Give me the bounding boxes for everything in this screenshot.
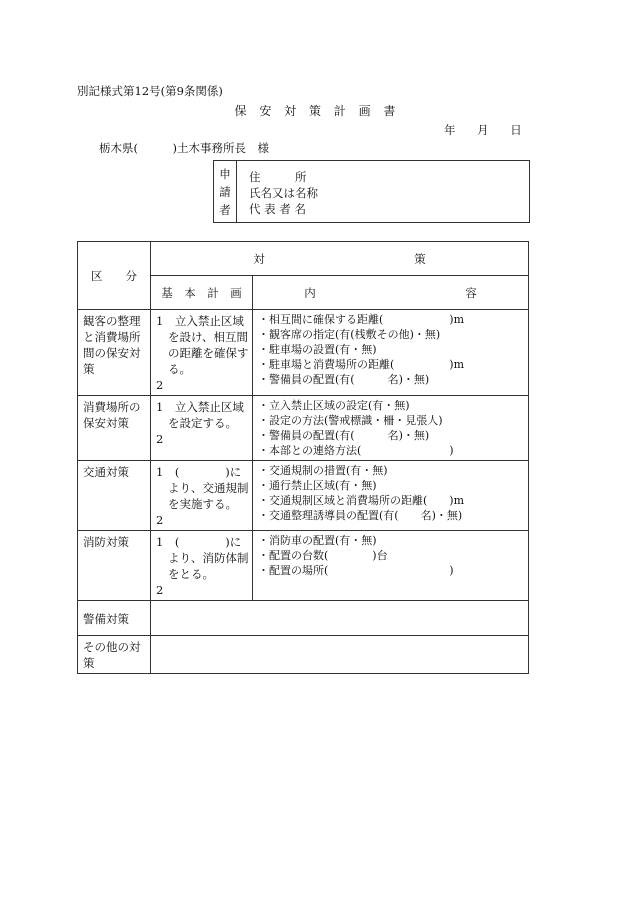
row-plan <box>151 461 253 531</box>
content-line: ・駐車場の設置(有・無) <box>258 343 377 356</box>
plan-line: 2 <box>156 583 164 597</box>
plan-line: 1 ( )に <box>156 535 242 549</box>
plan-line: 2 <box>156 378 164 392</box>
content-line: ・交通整理誘導員の配置(有( 名)・無) <box>258 509 463 522</box>
content-line: ・配置の台数( )台 <box>258 549 388 562</box>
content-line: ・交通規制区域と消費場所の距離( )m <box>258 494 465 507</box>
header-plan: 基 本 計 画 <box>151 276 253 310</box>
header-content: 内 容 <box>253 276 529 310</box>
document-title: 保 安 対 策 計 画 書 <box>234 104 396 118</box>
table-row <box>78 531 529 601</box>
applicant-label <box>214 161 237 222</box>
row-plan <box>151 396 253 461</box>
addressee-line: 栃木県( )土木事務所長 様 <box>99 141 269 155</box>
content-line: ・観客席の指定(有(桟敷その他)・無) <box>258 328 441 341</box>
applicant-fields <box>249 169 318 217</box>
content-line: ・通行禁止区域(有・無) <box>258 479 377 492</box>
plan-line: 1 立入禁止区域 <box>156 400 244 414</box>
content-line: ・相互間に確保する距離( )m <box>258 313 465 326</box>
row-content <box>253 531 529 601</box>
plan-line: 1 立入禁止区域 <box>156 314 244 328</box>
plan-line: る。 <box>168 362 191 376</box>
row-category: 警備対策 <box>78 601 151 636</box>
table-row <box>78 396 529 461</box>
plan-line: の距離を確保す <box>168 346 249 360</box>
row-category: 観客の整理と消費場所間の保安対策 <box>78 310 151 396</box>
form-number: 別記様式第12号(第9条関係) <box>77 84 223 98</box>
row-content <box>253 461 529 531</box>
applicant-label-char: 申 <box>219 167 231 181</box>
row-category: 交通対策 <box>78 461 151 531</box>
plan-line: をとる。 <box>168 567 214 581</box>
content-line: ・駐車場と消費場所の距離( )m <box>258 358 465 371</box>
applicant-address-label: 住 所 <box>249 170 307 184</box>
row-category: その他の対策 <box>78 636 151 674</box>
table-row <box>78 310 529 396</box>
row-category: 消費場所の保安対策 <box>78 396 151 461</box>
content-line: ・設定の方法(警戒標識・柵・見張人) <box>258 414 443 427</box>
table-row <box>78 601 529 636</box>
plan-line: を設け、相互間 <box>168 330 249 344</box>
plan-line: 2 <box>156 513 164 527</box>
plan-line: より、消防体制 <box>168 551 249 565</box>
row-content <box>253 396 529 461</box>
plan-line: 2 <box>156 432 164 446</box>
plan-table <box>77 241 529 674</box>
plan-line: を実施する。 <box>168 497 237 511</box>
other-measures-cell <box>151 636 529 674</box>
content-line: ・配置の場所( ) <box>258 564 454 577</box>
applicant-box <box>213 160 530 223</box>
row-plan <box>151 310 253 396</box>
applicant-label-char: 請 <box>219 185 231 199</box>
applicant-label-char: 者 <box>219 203 231 217</box>
applicant-name-label: 氏名又は名称 <box>249 186 318 200</box>
applicant-representative-label: 代 表 者 名 <box>249 202 306 216</box>
header-measures: 対 策 <box>151 242 529 276</box>
row-content <box>253 310 529 396</box>
plan-line: 1 ( )に <box>156 465 242 479</box>
date-line: 年 月 日 <box>444 123 522 137</box>
row-plan <box>151 531 253 601</box>
plan-line: より、交通規制 <box>168 481 249 495</box>
content-line: ・警備員の配置(有( 名)・無) <box>258 373 430 386</box>
table-header-row <box>78 242 529 276</box>
table-row <box>78 461 529 531</box>
content-line: ・立入禁止区域の設定(有・無) <box>258 399 410 412</box>
table-row <box>78 636 529 674</box>
header-category: 区 分 <box>78 242 151 310</box>
content-line: ・警備員の配置(有( 名)・無) <box>258 429 430 442</box>
content-line: ・交通規制の措置(有・無) <box>258 464 388 477</box>
row-category: 消防対策 <box>78 531 151 601</box>
content-line: ・本部との連絡方法( ) <box>258 444 454 457</box>
plan-line: を設定する。 <box>168 416 237 430</box>
content-line: ・消防車の配置(有・無) <box>258 534 377 547</box>
guard-measures-cell <box>151 601 529 636</box>
